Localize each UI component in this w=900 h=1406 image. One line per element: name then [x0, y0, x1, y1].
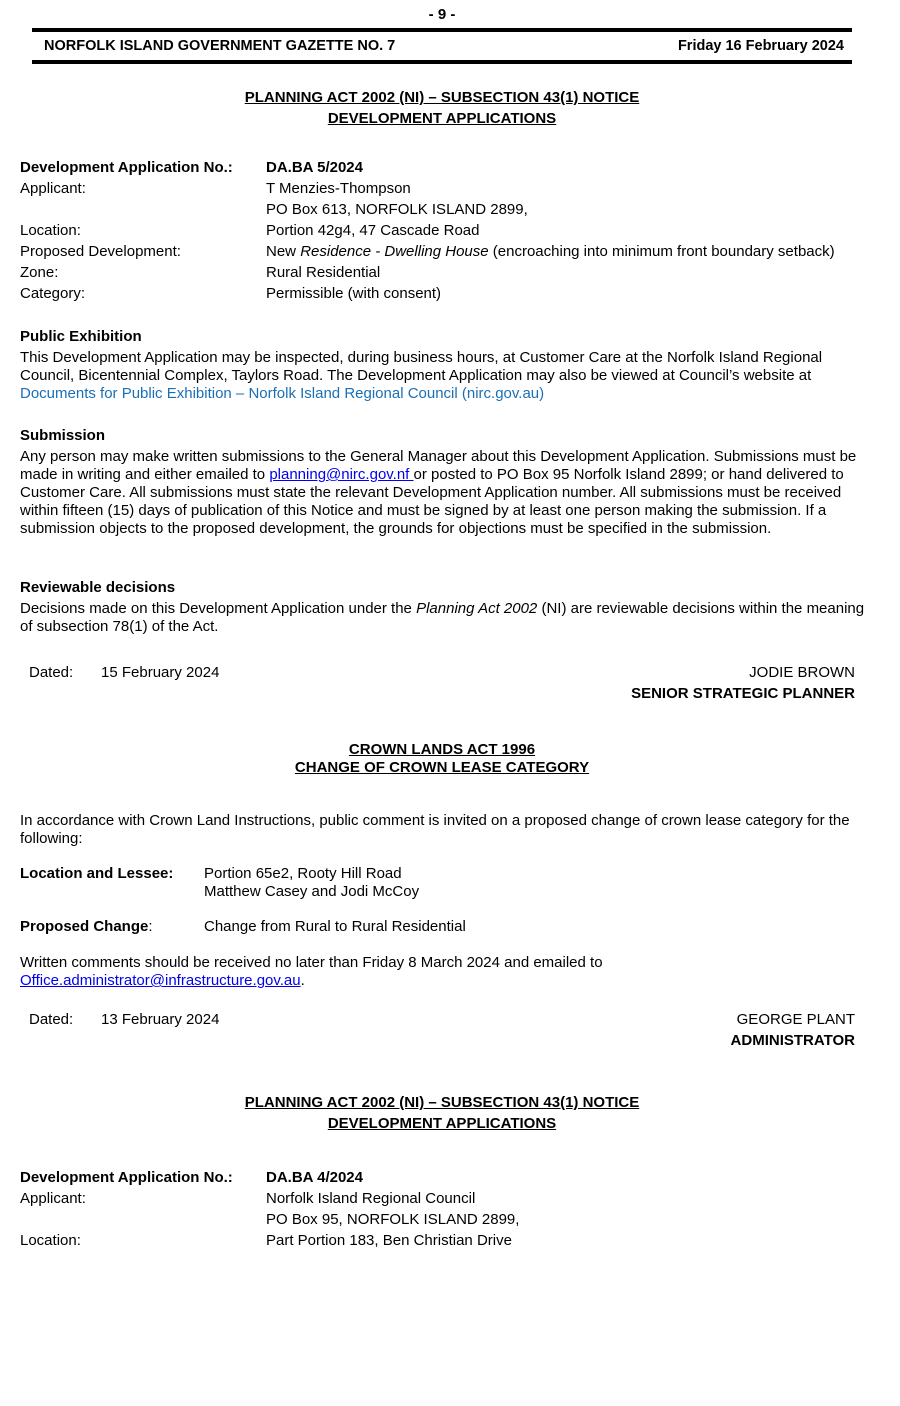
location-lessee-label: Location and Lessee:: [20, 865, 174, 882]
da-number-label-3: Development Application No.:: [20, 1169, 233, 1186]
dated-value-1: 15 February 2024: [101, 664, 220, 681]
dated-value-2: 13 February 2024: [101, 1011, 220, 1028]
proposed-change-value: Change from Rural to Rural Residential: [204, 918, 466, 935]
applicant-name: T Menzies-Thompson: [266, 180, 411, 197]
signatory-role-1: SENIOR STRATEGIC PLANNER: [631, 685, 855, 702]
reviewable-text: [20, 600, 870, 636]
zone-value: Rural Residential: [266, 264, 381, 281]
written-comments-body: Written comments should be received no later than Friday 8 March 2024 and emailed to: [20, 954, 603, 971]
proposed-change-label: [20, 918, 153, 935]
notice1-title-line2: DEVELOPMENT APPLICATIONS: [327, 110, 557, 127]
notice3-title-line2: DEVELOPMENT APPLICATIONS: [327, 1115, 557, 1132]
da-number-label: Development Application No.:: [20, 159, 233, 176]
proposed-change-colon: :: [148, 918, 153, 935]
page-number: - 9 -: [428, 6, 456, 23]
reviewable-act-name: Planning Act 2002: [416, 600, 538, 617]
dated-label-1: Dated:: [29, 664, 74, 681]
reviewable-body-end: (NI) are reviewable decisions within the meaning of subsection 78(1) of the Act.: [20, 600, 865, 635]
header-rule-top: [32, 28, 852, 32]
signatory-name-2: GEORGE PLANT: [736, 1011, 855, 1028]
header-rule-bottom: [32, 60, 852, 64]
submission-text: [20, 448, 870, 538]
proposed-italic: Residence - Dwelling House: [300, 243, 489, 260]
category-label: Category:: [20, 285, 86, 302]
applicant-label: Applicant:: [20, 180, 86, 197]
crown-intro-text: In accordance with Crown Land Instructions, public comment is invited on a proposed change of crown lease category for the following:: [20, 812, 850, 847]
location-value-3: Part Portion 183, Ben Christian Drive: [266, 1232, 512, 1249]
signatory-name-1: JODIE BROWN: [749, 664, 855, 681]
notice2-title-line2: CHANGE OF CROWN LEASE CATEGORY: [294, 759, 590, 776]
proposed-development-label: Proposed Development:: [20, 243, 181, 260]
location-value: Portion 42g4, 47 Cascade Road: [266, 222, 480, 239]
written-comments-period: .: [300, 972, 305, 989]
signatory-role-2: ADMINISTRATOR: [730, 1032, 855, 1049]
da-number-value: DA.BA 5/2024: [266, 159, 363, 176]
planning-email-link[interactable]: planning@nirc.gov.nf: [269, 466, 414, 483]
written-comments-text: [20, 954, 870, 990]
reviewable-body-start: Decisions made on this Development Application under the: [20, 600, 417, 617]
proposed-development-value: [266, 243, 835, 260]
da-number-value-3: DA.BA 4/2024: [266, 1169, 363, 1186]
public-exhibition-body: This Development Application may be inspected, during business hours, at Customer Care at the Norfolk Island Regional Council, Bicentennial Complex, Taylors Road. The Development Application may also be viewed at Council’s website at: [20, 349, 823, 384]
proposed-suffix: (encroaching into minimum front boundary setback): [488, 243, 835, 260]
submission-body-end: or posted to PO Box 95 Norfolk Island 2899; or hand delivered to Customer Care. All submissions must state the relevant Development Application number. All submissions must be received within fifteen (15) days of publication of this Notice and must be signed by at least one person making the submission. If a submission objects to the proposed development, the grounds for objections must be specified in the submission.: [20, 466, 844, 537]
zone-label: Zone:: [20, 264, 59, 281]
location-label-3: Location:: [20, 1232, 81, 1249]
notice3-title-line1: PLANNING ACT 2002 (NI) – SUBSECTION 43(1) NOTICE: [244, 1094, 640, 1111]
category-value: Permissible (with consent): [266, 285, 442, 302]
proposed-change-label-text: Proposed Change: [20, 918, 149, 935]
public-exhibition-link[interactable]: Documents for Public Exhibition – Norfolk Island Regional Council (nirc.gov.au): [20, 385, 545, 402]
gazette-title: NORFOLK ISLAND GOVERNMENT GAZETTE NO. 7: [44, 38, 396, 54]
applicant-address-3: PO Box 95, NORFOLK ISLAND 2899,: [266, 1211, 520, 1228]
location-lessee-line2: Matthew Casey and Jodi McCoy: [204, 883, 420, 900]
submission-body-start: Any person may make written submissions to the General Manager about this Development Application. Submissions must be made in writing and either emailed to: [20, 448, 857, 483]
reviewable-heading: Reviewable decisions: [20, 579, 176, 596]
dated-label-2: Dated:: [29, 1011, 74, 1028]
applicant-address: PO Box 613, NORFOLK ISLAND 2899,: [266, 201, 528, 218]
location-label: Location:: [20, 222, 81, 239]
applicant-label-3: Applicant:: [20, 1190, 86, 1207]
submission-heading: Submission: [20, 427, 106, 444]
public-exhibition-text: [20, 349, 870, 403]
administrator-email-link[interactable]: Office.administrator@infrastructure.gov.au: [20, 972, 301, 989]
proposed-prefix: New: [266, 243, 301, 260]
gazette-date: Friday 16 February 2024: [677, 38, 844, 54]
notice2-title-line1: CROWN LANDS ACT 1996: [348, 741, 536, 758]
location-lessee-line1: Portion 65e2, Rooty Hill Road: [204, 865, 402, 882]
applicant-name-3: Norfolk Island Regional Council: [266, 1190, 476, 1207]
public-exhibition-heading: Public Exhibition: [20, 328, 142, 345]
notice1-title-line1: PLANNING ACT 2002 (NI) – SUBSECTION 43(1) NOTICE: [244, 89, 640, 106]
